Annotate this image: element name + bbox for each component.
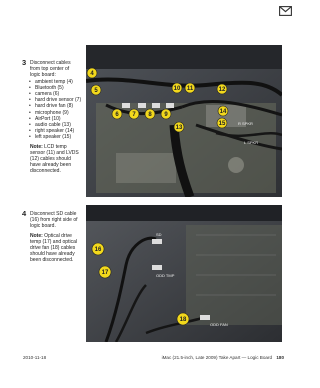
photo-label: L SPKR: [244, 140, 259, 145]
step-4-number: 4: [22, 209, 27, 218]
list-item: • microphone (9): [30, 110, 83, 116]
note-label: Note:: [30, 232, 43, 239]
step-3-note: [30, 144, 83, 175]
svg-text:10: 10: [173, 86, 181, 92]
list-item: • right speaker (14): [30, 128, 83, 134]
callout-18: [177, 313, 189, 325]
list-item: • audio cable (13): [30, 122, 83, 128]
callout-15: [217, 118, 227, 128]
svg-text:16: 16: [94, 247, 102, 253]
callout-6: [112, 109, 122, 119]
photo-label: R SPKR: [238, 121, 253, 126]
svg-text:4: 4: [90, 71, 94, 77]
mail-icon[interactable]: [279, 6, 292, 16]
photo-label: SD: [156, 232, 162, 237]
step-3-intro-line: Disconnect cables: [30, 60, 71, 66]
list-item: • Bluetooth (5): [30, 85, 83, 91]
note-line: drive fan (18) cables: [30, 245, 76, 252]
svg-text:13: 13: [175, 125, 183, 131]
svg-text:8: 8: [148, 112, 152, 118]
note-line: disconnected.: [30, 168, 61, 175]
logic-board-photo-top: [86, 45, 282, 197]
callout-11: [185, 83, 195, 93]
callout-12: [217, 84, 227, 94]
svg-text:6: 6: [115, 112, 119, 118]
svg-text:12: 12: [218, 87, 226, 93]
callout-4: [87, 68, 97, 78]
svg-text:18: 18: [179, 317, 187, 323]
list-item: • hard drive sensor (7): [30, 97, 83, 103]
footer-title: iMac (21.5-inch, Late 2009) Take Apart — Logic Board: [161, 355, 273, 360]
list-item: • ambient temp (4): [30, 79, 83, 85]
step-4-intro-line: logic board.: [30, 223, 56, 230]
svg-text:5: 5: [94, 88, 98, 94]
list-item: • camera (6): [30, 91, 83, 97]
note-line: (12) cables should: [30, 156, 71, 163]
step-4: [23, 211, 83, 264]
note-line: have already been: [30, 162, 72, 169]
note-line: temp (17) and optical: [30, 238, 77, 245]
list-item: • hard drive fan (8): [30, 103, 83, 109]
note-line: sensor (11) and LVDS: [30, 149, 79, 156]
step-4-intro-line: Disconnect SD cable: [30, 211, 77, 217]
step-4-intro-line: (16) from right side of: [30, 217, 78, 224]
note-line: LCD temp: [44, 143, 67, 150]
svg-text:14: 14: [219, 109, 227, 115]
callout-16: [92, 243, 104, 255]
photo-label: ODD TMP: [156, 273, 175, 278]
list-item: • AirPort (10): [30, 116, 83, 122]
list-item: • left speaker (15): [30, 134, 83, 140]
svg-text:9: 9: [164, 112, 168, 118]
step-3-intro-line: from top center of: [30, 66, 70, 73]
note-line: Optical drive: [44, 232, 72, 239]
note-label: Note:: [30, 143, 43, 150]
footer-date: 2010-11-18: [23, 355, 47, 360]
svg-text:7: 7: [132, 112, 136, 118]
page-number: 180: [276, 355, 284, 360]
step-4-note: [30, 233, 83, 264]
svg-text:11: 11: [186, 86, 194, 92]
callout-10: [172, 83, 182, 93]
callout-8: [145, 109, 155, 119]
logic-board-photo-bottom: [86, 205, 282, 342]
step-3: [23, 60, 83, 175]
note-line: been disconnected.: [30, 257, 74, 264]
footer-right: [162, 355, 284, 360]
callout-17: [99, 266, 111, 278]
svg-text:15: 15: [218, 121, 226, 127]
callout-13: [174, 122, 184, 132]
callout-14: [218, 106, 228, 116]
photo-label: ODD FAN: [210, 322, 228, 327]
callout-5: [91, 85, 101, 95]
step-3-list: [30, 79, 83, 141]
note-line: should have already: [30, 251, 75, 258]
step-3-intro-line: logic board:: [30, 72, 56, 79]
step-3-number: 3: [22, 58, 27, 67]
callout-9: [161, 109, 171, 119]
svg-text:17: 17: [101, 270, 109, 276]
callout-7: [129, 109, 139, 119]
